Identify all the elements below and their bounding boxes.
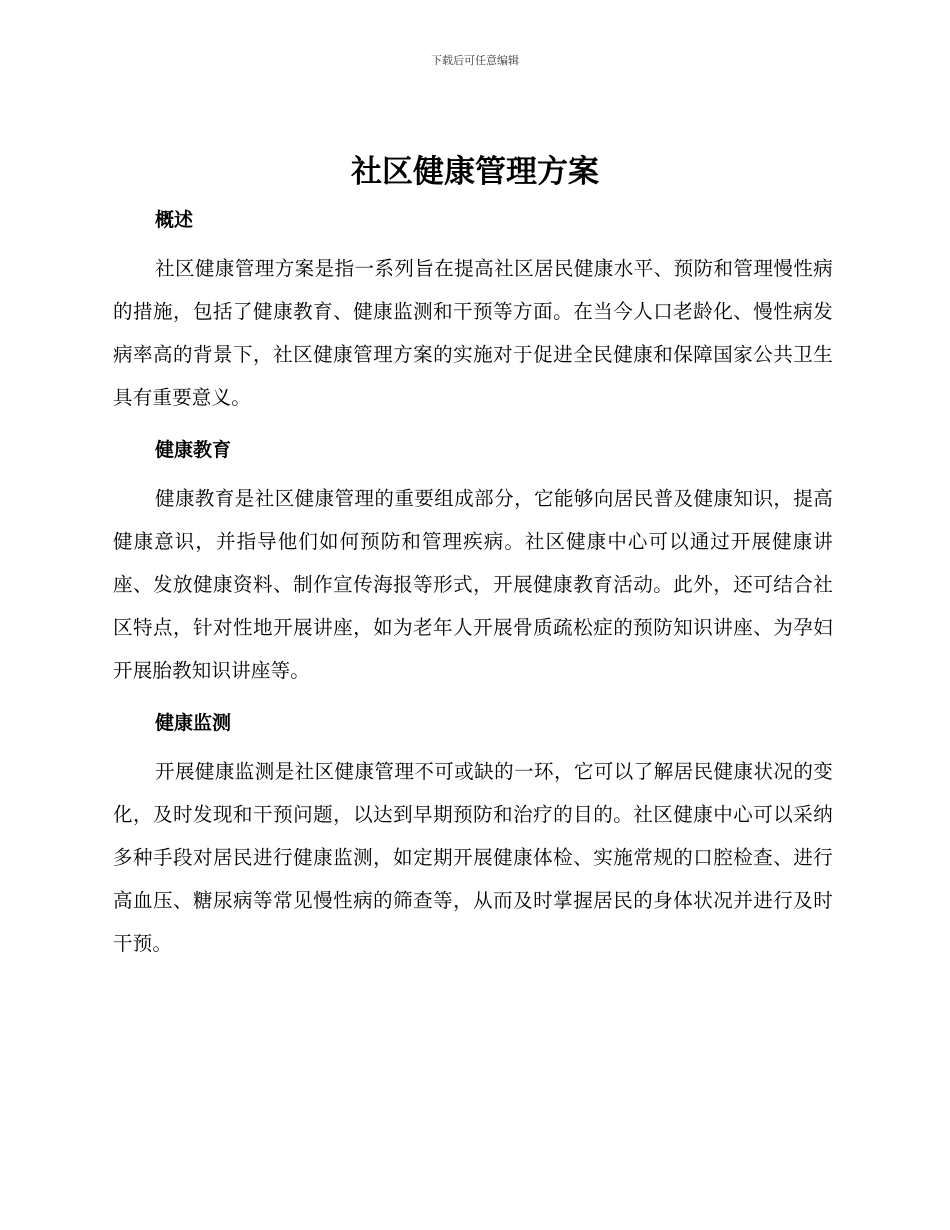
section-heading: 概述 — [155, 209, 194, 231]
section-paragraph: 社区健康管理方案是指一系列旨在提高社区居民健康水平、预防和管理慢性病的措施，包括了健康教育、健康监测和干预等方面。在当今人口老龄化、慢性病发病率高的背景下，社区健康管理方案的实施对于促进全民健康和保障国家公共卫生具有重要意义。 — [113, 257, 833, 409]
section-health-monitoring — [113, 708, 833, 965]
section-heading: 健康教育 — [155, 439, 232, 461]
section-health-education — [113, 435, 833, 692]
page-header-note: 下载后可任意编辑 — [431, 54, 519, 67]
section-paragraph: 健康教育是社区健康管理的重要组成部分，它能够向居民普及健康知识，提高健康意识，并指导他们如何预防和管理疾病。社区健康中心可以通过开展健康讲座、发放健康资料、制作宣传海报等形式，开展健康教育活动。此外，还可结合社区特点，针对性地开展讲座，如为老年人开展骨质疏松症的预防知识讲座、为孕妇开展胎教知识讲座等。 — [113, 487, 833, 682]
section-heading: 健康监测 — [155, 712, 232, 734]
document-title: 社区健康管理方案 — [351, 154, 599, 190]
document-body — [113, 201, 833, 981]
section-paragraph: 开展健康监测是社区健康管理不可或缺的一环，它可以了解居民健康状况的变化，及时发现和干预问题，以达到早期预防和治疗的目的。社区健康中心可以采纳多种手段对居民进行健康监测，如定期开展健康体检、实施常规的口腔检查、进行高血压、糖尿病等常见慢性病的筛查等，从而及时掌握居民的身体状况并进行及时干预。 — [113, 760, 833, 955]
section-overview — [113, 205, 833, 419]
